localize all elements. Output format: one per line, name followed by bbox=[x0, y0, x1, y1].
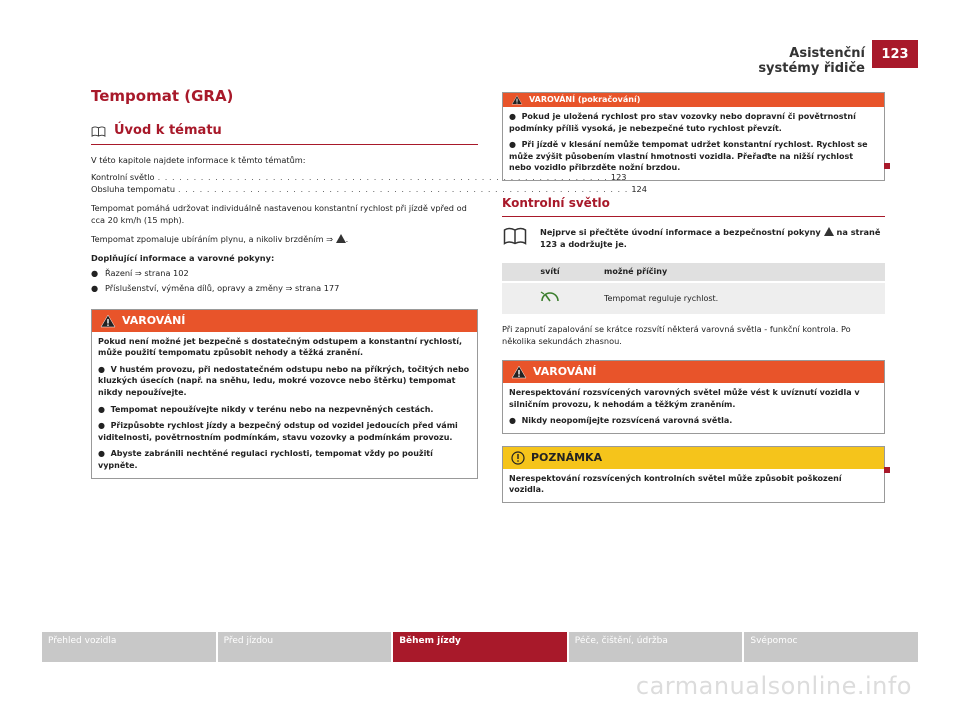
tab-vehicle-overview[interactable]: Přehled vozidla bbox=[42, 632, 216, 662]
section-end-marker bbox=[884, 163, 890, 169]
warning-continued-box bbox=[502, 92, 885, 181]
warning-box-header bbox=[92, 310, 477, 332]
tab-care-cleaning-maintenance[interactable]: Péče, čištění, údržba bbox=[569, 632, 743, 662]
warning-item: ● Přizpůsobte rychlost jízdy a bezpečný odstup od vozidel jedoucích před vámi viditelnosti, povětrnostním podmínkám, stavu vozovky a podmínkám provozu. bbox=[98, 421, 458, 442]
table-header-row bbox=[502, 263, 885, 282]
toc-item[interactable] bbox=[91, 172, 627, 184]
warning-item: ● Při jízdě v klesání nemůže tempomat udržet konstantní rychlost. Rychlost se může zvýšit působením vlastní hmotnosti vozidla. Přeřaďte na nižší rychlost nebo vozidlo přibrzděte nožní brzdou. bbox=[509, 140, 868, 173]
ignition-text: Při zapnutí zapalování se krátce rozsvítí některá varovná světla - funkční kontrola. Po několika sekundách zhasnou. bbox=[502, 324, 851, 347]
toc-item-page: 123 bbox=[610, 172, 627, 183]
warning-box bbox=[502, 360, 885, 434]
info-circle-icon bbox=[511, 451, 525, 465]
list-item-text[interactable]: Řazení ⇒ strana 102 bbox=[105, 267, 189, 278]
table-cell bbox=[502, 282, 598, 315]
note-box-title: POZNÁMKA bbox=[531, 450, 603, 464]
table-header: možné příčiny bbox=[598, 263, 885, 282]
warning-triangle-icon[interactable] bbox=[824, 227, 834, 236]
cruise-control-icon bbox=[539, 289, 561, 305]
toc-item-label: Kontrolní světlo bbox=[91, 172, 155, 183]
paragraph: Tempomat pomáhá udržovat individuálně nastavenou konstantní rychlost při jízdě vpřed od cca 20 km/h (15 mph). bbox=[91, 203, 467, 226]
intro-text: V této kapitole najdete informace k těmto tématům: bbox=[91, 154, 306, 165]
read-first-text: Nejprve si přečtěte úvodní informace a bezpečnostní pokyny na straně 123 a dodržujte je. bbox=[540, 227, 881, 250]
warning-item: ● Abyste zabránili nechtěné regulaci rychlosti, tempomat vždy po použití vypněte. bbox=[98, 449, 433, 470]
toc-item[interactable] bbox=[91, 184, 647, 196]
section-end-marker bbox=[884, 467, 890, 473]
table-row bbox=[502, 282, 885, 315]
indicator-section-title: Kontrolní světlo bbox=[502, 195, 885, 217]
right-column bbox=[502, 92, 885, 503]
toc-item-page: 124 bbox=[631, 184, 647, 195]
warning-continued-title: VAROVÁNÍ (pokračování) bbox=[529, 95, 641, 105]
warning-intro: Pokud není možné jet bezpečně s dostatečným odstupem a konstantní rychlostí, může použití tempomatu způsobit nehody a těžká zranění. bbox=[98, 336, 462, 358]
warning-triangle-icon bbox=[511, 95, 523, 105]
warning-item: ● Tempomat nepoužívejte nikdy v terénu nebo na nezpevněných cestách. bbox=[98, 404, 434, 414]
tab-before-driving[interactable]: Před jízdou bbox=[218, 632, 392, 662]
section-title: Tempomat (GRA) bbox=[91, 87, 234, 105]
book-icon bbox=[502, 227, 528, 245]
running-head: Asistenční systémy řidiče bbox=[758, 46, 865, 76]
warning-box-body bbox=[92, 332, 477, 478]
paragraph-text: Tempomat zpomaluje ubíráním plynu, a nikoliv brzděním ⇒ bbox=[91, 234, 334, 245]
note-text: Nerespektování rozsvícených kontrolních světel může způsobit poškození vozidla. bbox=[509, 473, 842, 495]
warning-item: ● Nikdy neopomíjejte rozsvícená varovná světla. bbox=[509, 416, 733, 426]
warning-triangle-icon[interactable] bbox=[336, 234, 346, 243]
paragraph-end: . bbox=[345, 234, 349, 245]
table-header: svítí bbox=[502, 263, 598, 282]
bullet-icon: ● bbox=[91, 267, 99, 278]
list-item-text[interactable]: Příslušenství, výměna dílů, opravy a změny ⇒ strana 177 bbox=[105, 282, 340, 293]
subsection-title: Úvod k tématu bbox=[114, 122, 222, 138]
warning-box-header bbox=[503, 361, 884, 383]
footer-nav bbox=[42, 632, 918, 662]
bullet-icon: ● bbox=[91, 282, 99, 293]
read-first-note bbox=[502, 227, 885, 251]
warning-box-title: VAROVÁNÍ bbox=[122, 313, 186, 327]
toc-item-label: Obsluha tempomatu bbox=[91, 184, 176, 195]
page-number: 123 bbox=[872, 40, 918, 68]
warning-box-body bbox=[503, 383, 884, 433]
indicator-table bbox=[502, 263, 885, 314]
toc-leader: . . . . . . . . . . . . . . . . . . . . . . . . . . . . . . . . . . . . . . . . . . . . . . . . . . . . . . . . . . . . . . . bbox=[178, 184, 629, 195]
tab-self-help[interactable]: Svépomoc bbox=[744, 632, 918, 662]
warning-triangle-icon bbox=[100, 314, 116, 328]
warning-box-title: VAROVÁNÍ bbox=[533, 365, 597, 379]
watermark: carmanualsonline.info bbox=[635, 672, 912, 700]
warning-box bbox=[91, 309, 478, 479]
note-box bbox=[502, 446, 885, 503]
warning-continued-body bbox=[503, 107, 884, 180]
paragraph bbox=[91, 234, 478, 246]
book-icon bbox=[91, 126, 106, 137]
note-box-body bbox=[503, 469, 884, 502]
list-item bbox=[91, 283, 478, 295]
list-item bbox=[91, 268, 478, 280]
warning-continued-header bbox=[503, 93, 884, 107]
note-box-header bbox=[503, 447, 884, 469]
warning-intro: Nerespektování rozsvícených varovných světel může vést k uvíznutí vozidla v silničním provozu, k nehodám a těžkým zraněním. bbox=[509, 388, 860, 409]
toc-leader: . . . . . . . . . . . . . . . . . . . . . . . . . . . . . . . . . . . . . . . . . . . . . . . . . . . . . . . . . . . . . . . bbox=[157, 172, 608, 183]
warning-item: ● Pokud je uložená rychlost pro stav vozovky nebo dopravní či povětrnostní podmínky příliš vysoká, je nebezpečné tuto rychlost převzít. bbox=[509, 112, 856, 133]
toc-list bbox=[91, 172, 647, 196]
subsection-heading bbox=[91, 122, 478, 145]
additional-info-heading: Doplňující informace a varovné pokyny: bbox=[91, 252, 275, 263]
warning-item: ● V hustém provozu, při nedostatečném odstupu nebo na příkrých, točitých nebo kluzkých úsecích (např. na sněhu, ledu, mokré vozovce nebo štěrku) tempomat nikdy nepoužívejte. bbox=[98, 364, 470, 397]
table-cell: Tempomat reguluje rychlost. bbox=[598, 282, 885, 315]
warning-triangle-icon bbox=[511, 365, 527, 379]
tab-while-driving[interactable]: Během jízdy bbox=[393, 632, 567, 662]
